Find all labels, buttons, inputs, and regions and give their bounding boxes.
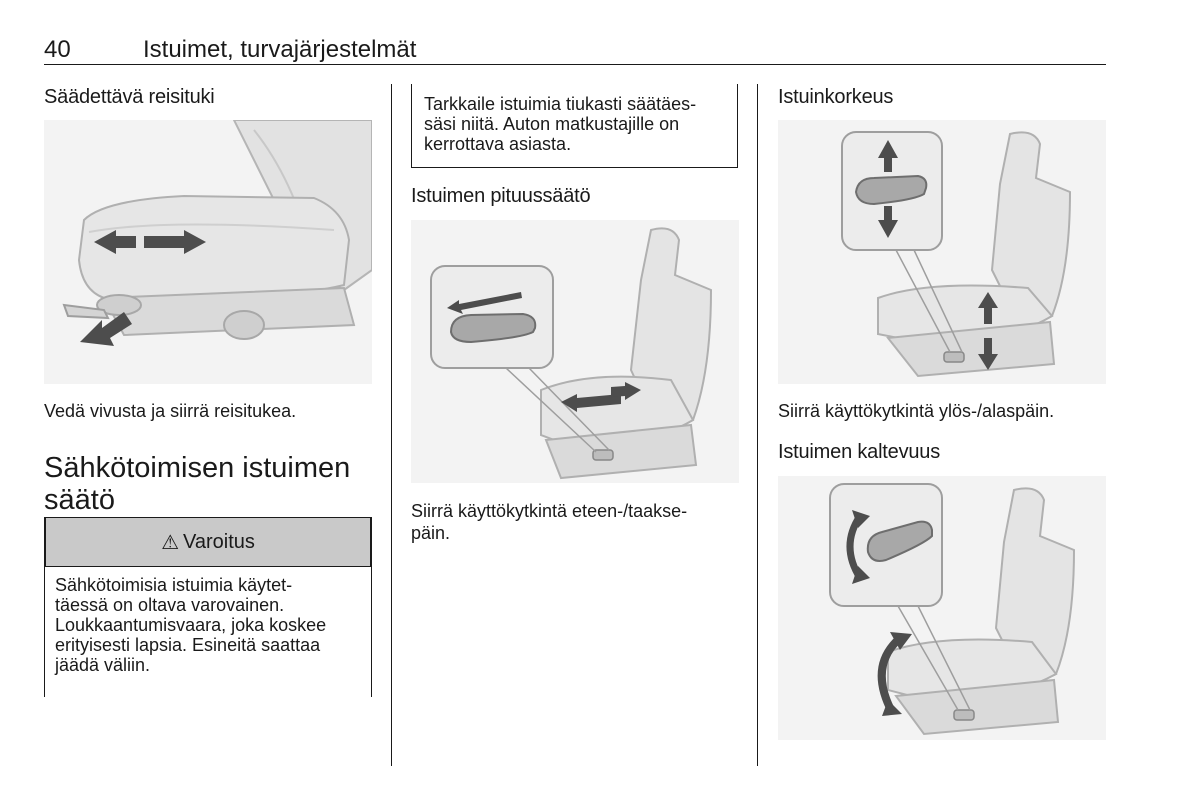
warning-box bbox=[44, 517, 372, 697]
section-title-line2: säätö bbox=[44, 484, 115, 516]
header-rule bbox=[44, 64, 1106, 65]
tilt-figure bbox=[778, 476, 1106, 740]
notice-box bbox=[411, 84, 738, 168]
notice-text: Tarkkaile istuimia tiukasti säätäes-säsi niitä. Auton matkustajille on kerrottava asiasta. bbox=[424, 94, 697, 154]
section-title-line1: Sähkötoimisen istuimen bbox=[44, 452, 351, 484]
heading-thigh-support: Säädettävä reisituki bbox=[44, 86, 215, 108]
column-divider-2 bbox=[757, 84, 758, 766]
heading-tilt: Istuimen kaltevuus bbox=[778, 441, 941, 463]
caption-thigh-support: Vedä vivusta ja siirrä reisitukea. bbox=[44, 401, 297, 421]
section-title bbox=[44, 452, 350, 516]
page-number: 40 bbox=[44, 36, 71, 63]
page-title: Istuimet, turvajärjestelmät bbox=[143, 36, 417, 63]
warning-header bbox=[45, 517, 371, 567]
heading-longitudinal: Istuimen pituussäätö bbox=[411, 185, 591, 207]
column-divider-1 bbox=[391, 84, 392, 766]
seat-illustration bbox=[778, 476, 1106, 740]
longitudinal-figure bbox=[411, 220, 739, 483]
caption-height: Siirrä käyttökytkintä ylös-/alaspäin. bbox=[778, 401, 1055, 421]
seat-illustration bbox=[411, 220, 739, 483]
caption-longitudinal: Siirrä käyttökytkintä eteen-/taakse-päin. bbox=[411, 501, 688, 543]
warning-text: Sähkötoimisia istuimia käytet-täessä on oltava varovainen. Loukkaantumisvaara, joka koskee erityisesti lapsia. Esineitä saattaa jäädä väliin. bbox=[55, 575, 327, 675]
heading-height: Istuinkorkeus bbox=[778, 86, 894, 108]
warning-icon: ⚠ bbox=[161, 531, 180, 554]
seat-illustration bbox=[778, 120, 1106, 384]
warning-title: Varoitus bbox=[183, 530, 255, 553]
height-figure bbox=[778, 120, 1106, 384]
seat-illustration bbox=[44, 120, 372, 384]
thigh-support-figure bbox=[44, 120, 372, 384]
